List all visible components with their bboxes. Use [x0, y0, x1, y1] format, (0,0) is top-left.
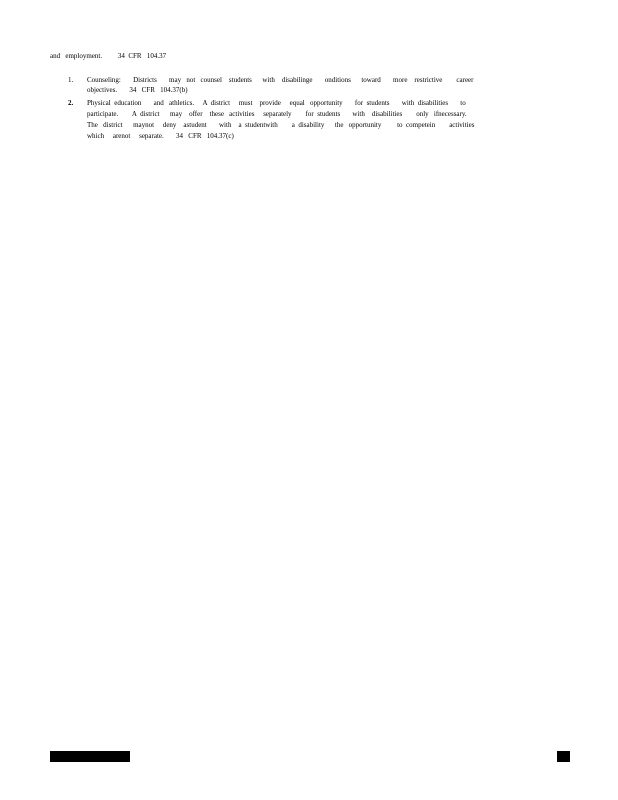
footer-left-bar [50, 751, 130, 762]
list-item-line: Counseling: Districts may not counsel students with disabilinge onditions toward more restrictive career [87, 76, 474, 84]
footer-right-bar [557, 751, 570, 762]
list-item-line: Physical education and athletics. A district must provide equal opportunity for students with disabilities to [87, 99, 466, 107]
list-item-number: 2. [68, 99, 74, 107]
list-item-line: participate. A district may offer these activities separately for students with disabilities only ifnecessary. [87, 110, 467, 118]
list-item-number: 1. [68, 76, 74, 84]
list-item-line: which arenot separate. 34 CFR 104.37(c) [87, 132, 234, 140]
intro-line: and employment. 34 CFR 104.37 [50, 52, 167, 60]
list-item-line: The district maynot deny astudent with a studentwith a disability the opportunity to competein activities [87, 121, 475, 129]
list-item-line: objectives. 34 CFR 104.37(b) [87, 86, 188, 94]
